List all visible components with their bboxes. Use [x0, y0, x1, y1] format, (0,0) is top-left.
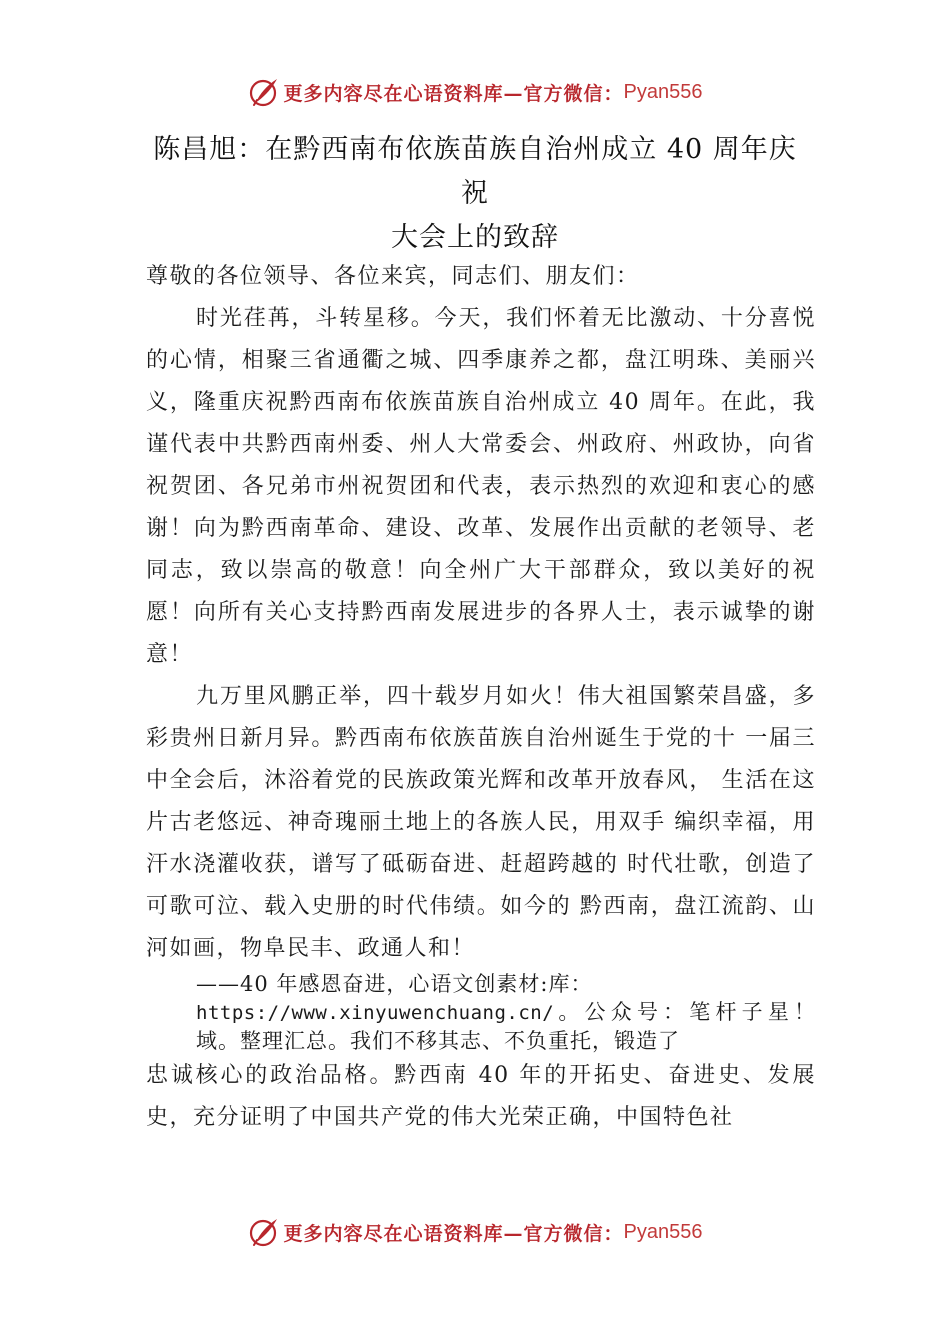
title-line-1: 陈昌旭：在黔西南布依族苗族自治州成立 40 周年庆祝 [153, 134, 797, 209]
quill-pen-logo-icon [248, 76, 280, 108]
source-note-suffix: 。公众号：笔杆子星！域。整理汇总。我们不移其志、不负重托，锻造了 [196, 1000, 816, 1053]
source-note [146, 970, 816, 1055]
paragraph-2: 九万里风鹏正举，四十载岁月如火！伟大祖国繁荣昌盛，多彩贵州日新月异。黔西南布依族苗族自治州诞生于党的十 一届三中全会后，沐浴着党的民族政策光辉和改革开放春风， 生活在这片古老悠远、神奇瑰丽土地上的各族人民，用双手 编织幸福，用汗水浇灌收获，谱写了砥砺奋进、赶超跨越的 时代壮歌，创造了可歌可泣、载入史册的时代伟绩。如今的 黔西南，盘江流韵、山河如画，物阜民丰、政通人和！ [146, 684, 816, 961]
source-url: https://www.xinyuwenchuang.cn/ [196, 1002, 555, 1024]
banner-wechat-id: Pyan556 [623, 80, 703, 103]
paragraph-3: 忠诚核心的政治品格。黔西南 40 年的开拓史、奋进史、发展史，充分证明了中国共产党的伟大光荣正确，中国特色社 [146, 1063, 816, 1130]
salutation: 尊敬的各位领导、各位来宾，同志们、朋友们： [146, 264, 640, 289]
banner-wechat-id: Pyan556 [623, 1220, 703, 1243]
footer-banner [0, 1212, 950, 1252]
document-body [146, 256, 816, 1139]
title-line-2: 大会上的致辞 [391, 222, 559, 253]
banner-text: 更多内容尽在心语资料库—官方微信： [283, 1222, 624, 1245]
document-title [140, 128, 810, 260]
source-note-prefix: ——40 年感恩奋进，心语文创素材:库： [196, 972, 593, 996]
banner-text: 更多内容尽在心语资料库—官方微信： [283, 82, 624, 105]
header-banner [0, 72, 950, 112]
quill-pen-logo-icon [248, 1216, 280, 1248]
paragraph-1: 时光荏苒，斗转星移。今天，我们怀着无比激动、十分喜悦的心情，相聚三省通衢之城、四季康养之都，盘江明珠、美丽兴义，隆重庆祝黔西南布依族苗族自治州成立 40 周年。在此，我谨代表中共黔西南州委、州人大常委会、州政府、州政协，向省祝贺团、各兄弟市州祝贺团和代表，表示热烈的欢迎和衷心的感谢！向为黔西南革命、建设、改革、发展作出贡献的老领导、老同志，致以崇高的敬意！向全州广大干部群众，致以美好的祝愿！向所有关心支持黔西南发展进步的各界人士，表示诚挚的谢意！ [146, 306, 816, 667]
